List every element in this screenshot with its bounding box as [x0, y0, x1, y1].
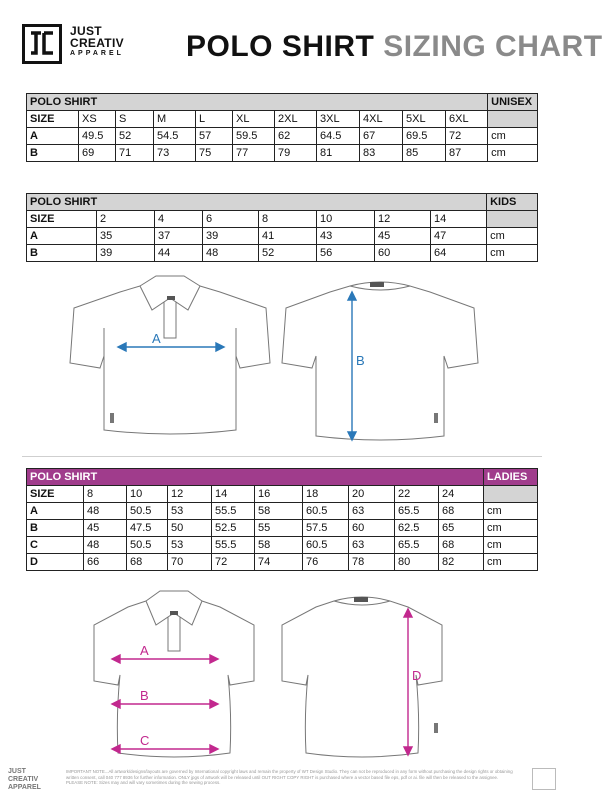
unit-cell: cm	[488, 128, 538, 145]
size-cell: S	[116, 111, 154, 128]
size-cell: 2XL	[275, 111, 317, 128]
value-cell: 49.5	[79, 128, 116, 145]
size-cell: 2	[97, 211, 155, 228]
size-cell: 14	[431, 211, 487, 228]
size-cell: M	[154, 111, 196, 128]
table-row	[27, 228, 538, 245]
value-cell: 47.5	[127, 520, 168, 537]
row-label: SIZE	[27, 111, 79, 128]
row-label: A	[27, 503, 84, 520]
table-row	[27, 128, 538, 145]
value-cell: 68	[439, 503, 484, 520]
footer-logo	[8, 768, 41, 792]
table-row	[27, 520, 538, 537]
value-cell: 77	[233, 145, 275, 162]
row-label: SIZE	[27, 486, 84, 503]
unisex-size-table	[26, 93, 538, 162]
footer-logo-line3: APPAREL	[8, 784, 41, 791]
unit-cell: cm	[484, 503, 538, 520]
footer	[8, 768, 560, 794]
size-cell: 14	[212, 486, 255, 503]
value-cell: 72	[446, 128, 488, 145]
value-cell: 63	[349, 537, 395, 554]
label-b: B	[356, 353, 365, 368]
back-shirt-outline	[282, 282, 478, 440]
value-cell: 66	[84, 554, 127, 571]
table-row	[27, 537, 538, 554]
value-cell: 52	[259, 245, 317, 262]
value-cell: 83	[360, 145, 403, 162]
size-cell: 12	[168, 486, 212, 503]
logo-wordmark	[70, 25, 124, 59]
title-part2: SIZING CHART	[383, 30, 603, 63]
size-cell: 5XL	[403, 111, 446, 128]
empty-cell	[487, 211, 538, 228]
value-cell: 75	[196, 145, 233, 162]
value-cell: 58	[255, 503, 303, 520]
size-cell: XL	[233, 111, 275, 128]
value-cell: 52	[116, 128, 154, 145]
label-a: A	[140, 643, 149, 658]
unit-cell: cm	[484, 520, 538, 537]
unit-cell: cm	[488, 145, 538, 162]
table-row	[27, 145, 538, 162]
brand-logo	[22, 24, 162, 66]
value-cell: 48	[203, 245, 259, 262]
approval-stamp-icon	[532, 768, 556, 790]
kids-size-table	[26, 193, 538, 262]
category-tag: UNISEX	[488, 94, 538, 111]
value-cell: 52.5	[212, 520, 255, 537]
measure-arrow-b	[112, 700, 218, 708]
value-cell: 60	[349, 520, 395, 537]
logo-line3: APPAREL	[70, 50, 124, 57]
table-header-row	[27, 194, 538, 211]
table-row	[27, 554, 538, 571]
value-cell: 37	[155, 228, 203, 245]
row-label: SIZE	[27, 211, 97, 228]
value-cell: 56	[317, 245, 375, 262]
value-cell: 65.5	[395, 503, 439, 520]
unit-cell: cm	[484, 554, 538, 571]
value-cell: 82	[439, 554, 484, 571]
value-cell: 41	[259, 228, 317, 245]
row-label: A	[27, 228, 97, 245]
measure-arrow-a	[112, 655, 218, 663]
ladies-shirt-diagram	[90, 585, 460, 765]
value-cell: 53	[168, 503, 212, 520]
size-cell: L	[196, 111, 233, 128]
value-cell: 57	[196, 128, 233, 145]
footer-logo-line1: JUST	[8, 768, 26, 775]
size-cell: 12	[375, 211, 431, 228]
unit-cell: cm	[484, 537, 538, 554]
front-neck-tag	[170, 611, 178, 615]
size-cell: 10	[127, 486, 168, 503]
unisex-shirt-diagram	[60, 268, 480, 448]
measure-arrow-a	[118, 343, 224, 351]
value-cell: 57.5	[303, 520, 349, 537]
page-title	[186, 30, 603, 64]
size-cell: 20	[349, 486, 395, 503]
size-cell: 6XL	[446, 111, 488, 128]
size-cell: 4XL	[360, 111, 403, 128]
size-cell: 10	[317, 211, 375, 228]
size-cell: 8	[259, 211, 317, 228]
title-part1: POLO SHIRT	[186, 30, 375, 63]
section-divider	[22, 456, 542, 457]
value-cell: 69	[79, 145, 116, 162]
empty-cell	[484, 486, 538, 503]
row-label: B	[27, 520, 84, 537]
value-cell: 79	[275, 145, 317, 162]
unit-cell: cm	[487, 245, 538, 262]
value-cell: 58	[255, 537, 303, 554]
back-neck-tag	[370, 282, 384, 287]
value-cell: 80	[395, 554, 439, 571]
value-cell: 59.5	[233, 128, 275, 145]
hem-tag-icon	[110, 413, 114, 423]
value-cell: 55	[255, 520, 303, 537]
row-label: B	[27, 245, 97, 262]
table-title: POLO SHIRT	[27, 194, 487, 211]
value-cell: 45	[375, 228, 431, 245]
value-cell: 50.5	[127, 503, 168, 520]
value-cell: 65	[439, 520, 484, 537]
category-tag: LADIES	[484, 469, 538, 486]
size-cell: 3XL	[317, 111, 360, 128]
table-header-row	[27, 94, 538, 111]
value-cell: 70	[168, 554, 212, 571]
value-cell: 44	[155, 245, 203, 262]
measure-arrow-b	[348, 292, 356, 440]
empty-cell	[488, 111, 538, 128]
logo-mark-icon	[22, 24, 62, 64]
label-a: A	[152, 331, 161, 346]
label-d: D	[412, 668, 422, 683]
footer-logo-line2: CREATIV	[8, 776, 39, 783]
value-cell: 73	[154, 145, 196, 162]
value-cell: 71	[116, 145, 154, 162]
value-cell: 35	[97, 228, 155, 245]
value-cell: 64.5	[317, 128, 360, 145]
value-cell: 78	[349, 554, 395, 571]
value-cell: 45	[84, 520, 127, 537]
measure-arrow-d	[404, 609, 412, 755]
sizes-row	[27, 211, 538, 228]
table-title: POLO SHIRT	[27, 469, 484, 486]
value-cell: 39	[203, 228, 259, 245]
row-label: C	[27, 537, 84, 554]
size-cell: 18	[303, 486, 349, 503]
table-row	[27, 245, 538, 262]
row-label: A	[27, 128, 79, 145]
row-label: B	[27, 145, 79, 162]
label-b: B	[140, 688, 149, 703]
value-cell: 60.5	[303, 503, 349, 520]
value-cell: 54.5	[154, 128, 196, 145]
value-cell: 62	[275, 128, 317, 145]
logo-line2: CREATIV	[70, 36, 124, 50]
size-cell: 6	[203, 211, 259, 228]
value-cell: 43	[317, 228, 375, 245]
value-cell: 47	[431, 228, 487, 245]
value-cell: 63	[349, 503, 395, 520]
value-cell: 76	[303, 554, 349, 571]
sizes-row	[27, 111, 538, 128]
front-shirt-outline	[94, 591, 254, 757]
label-c: C	[140, 733, 150, 748]
value-cell: 69.5	[403, 128, 446, 145]
value-cell: 67	[360, 128, 403, 145]
size-cell: 8	[84, 486, 127, 503]
value-cell: 39	[97, 245, 155, 262]
value-cell: 55.5	[212, 503, 255, 520]
copyright-note: IMPORTANT NOTE...All artwork/designs/layouts are governed by International copyright laws and remain the property of WT Design Studio. They can not be reproduced in any form without purchasing the design rights or obtaining written consent, call 040 777 8936 for further information. ONLY jpgs of artwork will be released until OUT RIGHT COPY RIGHT is purchased where a vector based file eps, pdf or ai. file will then be released to the assignee. PLEASE NOTE: Sizes may and will vary sometimes during the sewing process.	[66, 769, 513, 786]
size-cell: 16	[255, 486, 303, 503]
hem-tag-icon	[434, 723, 438, 733]
value-cell: 74	[255, 554, 303, 571]
value-cell: 48	[84, 537, 127, 554]
value-cell: 62.5	[395, 520, 439, 537]
measure-arrow-c	[112, 745, 218, 753]
table-header-row	[27, 469, 538, 486]
value-cell: 65.5	[395, 537, 439, 554]
size-cell: XS	[79, 111, 116, 128]
value-cell: 68	[127, 554, 168, 571]
value-cell: 48	[84, 503, 127, 520]
value-cell: 60	[375, 245, 431, 262]
value-cell: 50	[168, 520, 212, 537]
front-neck-tag	[167, 296, 175, 300]
sizes-row	[27, 486, 538, 503]
ladies-size-table	[26, 468, 538, 571]
category-tag: KIDS	[487, 194, 538, 211]
value-cell: 72	[212, 554, 255, 571]
back-neck-tag	[354, 597, 368, 602]
row-label: D	[27, 554, 84, 571]
value-cell: 64	[431, 245, 487, 262]
value-cell: 87	[446, 145, 488, 162]
unit-cell: cm	[487, 228, 538, 245]
size-cell: 24	[439, 486, 484, 503]
value-cell: 50.5	[127, 537, 168, 554]
value-cell: 53	[168, 537, 212, 554]
logo-line1: JUST	[70, 24, 102, 38]
value-cell: 85	[403, 145, 446, 162]
value-cell: 81	[317, 145, 360, 162]
table-title: POLO SHIRT	[27, 94, 488, 111]
table-row	[27, 503, 538, 520]
value-cell: 55.5	[212, 537, 255, 554]
value-cell: 60.5	[303, 537, 349, 554]
value-cell: 68	[439, 537, 484, 554]
size-cell: 4	[155, 211, 203, 228]
size-cell: 22	[395, 486, 439, 503]
hem-tag-icon	[434, 413, 438, 423]
